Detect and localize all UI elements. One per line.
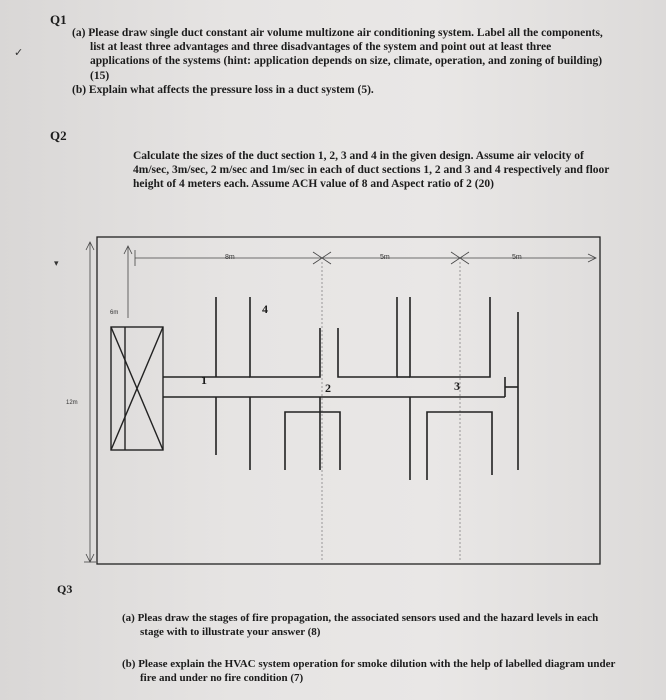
section-label-2: 2	[325, 381, 331, 395]
floor-plan-outline	[97, 237, 600, 564]
dim-left-total: 12m	[66, 400, 78, 406]
q3-part-a: (a) Pleas draw the stages of fire propagation, the associated sensors used and the hazard levels in each stage with to illustrate your answer (8)	[122, 612, 599, 638]
section-label-4: 4	[262, 302, 268, 316]
q3-block-a	[122, 612, 622, 639]
air-handling-unit	[111, 327, 163, 450]
top-dimension-line	[135, 250, 596, 266]
q3-block-b	[122, 658, 622, 685]
q1-label: Q1	[50, 12, 67, 27]
margin-dot: ▾	[54, 258, 59, 268]
q3-part-b: (b) Please explain the HVAC system operation for smoke dilution with the help of labelled diagram under fire and under no fire condition (7)	[122, 658, 616, 684]
q1-part-a: (a) Please draw single duct constant air volume multizone air conditioning system. Label all the components, list at least three advantages and three disadvantages of the system and point out at least three applications of the systems (hint: application depends on size, climate, operation, and zoning of building) (15)	[72, 27, 603, 82]
q1-part-b: (b) Explain what affects the pressure loss in a duct system (5).	[72, 83, 374, 96]
q2-label: Q2	[50, 128, 67, 143]
q2-text: Calculate the sizes of the duct section 1, 2, 3 and 4 in the given design. Assume air velocity of 4m/sec, 3m/sec, 2 m/sec and 1m/sec in each of duct sections 1, 2 and 3 and 4 respectively and floor height of 4 meters each. Assume ACH value of 8 and Aspect ratio of 2 (20)	[133, 150, 610, 191]
section-label-1: 1	[201, 373, 207, 387]
dim-top-1: 8m	[225, 254, 235, 261]
section-label-3: 3	[454, 379, 460, 393]
duct-network	[163, 297, 518, 480]
dim-top-2: 5m	[380, 254, 390, 261]
margin-mark: ✓	[14, 47, 24, 59]
dim-left-short: 6m	[110, 310, 119, 316]
dim-top-3: 5m	[512, 254, 522, 261]
q3-label: Q3	[57, 582, 73, 596]
